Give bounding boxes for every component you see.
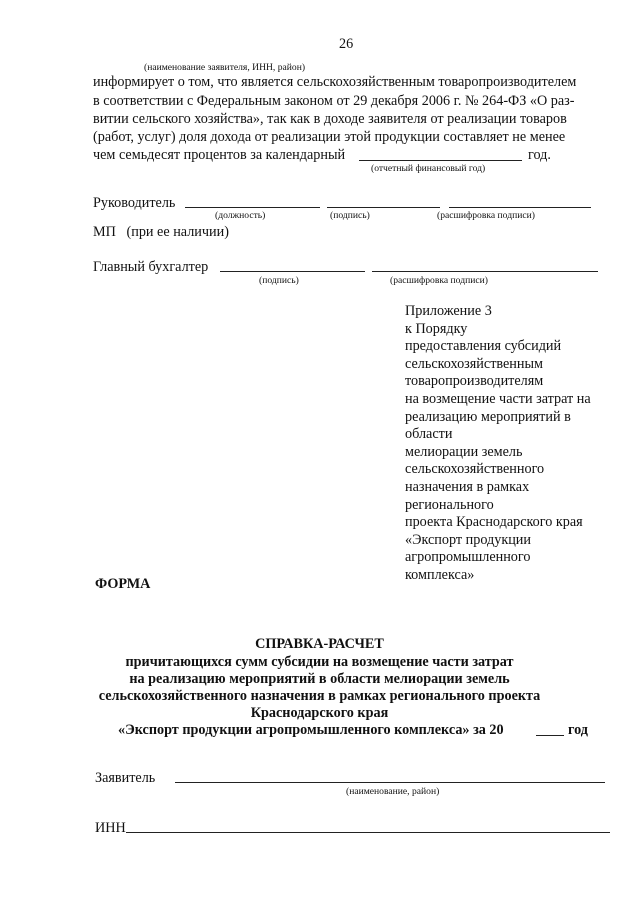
body-line-2: в соответствии с Федеральным законом от 29 декабря 2006 г. № 264-ФЗ «О раз- xyxy=(93,93,575,109)
appendix-line: проекта Краснодарского края xyxy=(405,514,583,531)
inn-blank xyxy=(126,832,610,833)
applicant-caption: (наименование заявителя, ИНН, район) xyxy=(144,62,306,73)
head-position-caption: (должность) xyxy=(215,210,266,221)
year-blank xyxy=(536,735,564,736)
appendix-line: комплекса» xyxy=(405,566,475,583)
subtitle-line-5: «Экспорт продукции агропромышленного комплекса» за 20 xyxy=(118,722,504,738)
applicant-blank xyxy=(175,782,605,783)
subtitle-line-3: сельскохозяйственного назначения в рамках регионального проекта xyxy=(98,688,541,704)
appendix-line: сельскохозяйственным xyxy=(405,355,544,372)
subtitle-line-1: причитающихся сумм субсидии на возмещение части затрат xyxy=(125,654,514,670)
subtitle-year-suffix: год xyxy=(568,722,588,738)
fin-year-caption: (отчетный финансовый год) xyxy=(371,163,486,174)
accountant-signature-caption: (подпись) xyxy=(259,275,299,286)
appendix-line: реализацию мероприятий в xyxy=(405,408,571,425)
subtitle-line-4: Краснодарского края xyxy=(250,705,389,721)
appendix-line: сельскохозяйственного xyxy=(405,461,545,478)
year-suffix: год. xyxy=(528,147,551,163)
form-title: СПРАВКА-РАСЧЕТ xyxy=(255,636,384,652)
accountant-signature-blank xyxy=(220,271,365,272)
head-decoding-caption: (расшифровка подписи) xyxy=(437,210,535,221)
form-label: ФОРМА xyxy=(95,576,151,592)
appendix-line: мелиорации земель xyxy=(405,443,523,460)
appendix-line: товаропроизводителям xyxy=(405,373,544,390)
appendix-line: предоставления субсидий xyxy=(405,338,562,355)
body-line-3: витии сельского хозяйства», так как в доходе заявителя от реализации товаров xyxy=(93,111,567,127)
body-line-5: чем семьдесят процентов за календарный xyxy=(93,147,346,163)
appendix-line: к Порядку xyxy=(405,320,468,337)
head-label: Руководитель xyxy=(93,195,176,211)
appendix-line: регионального xyxy=(405,496,494,513)
applicant-name-caption: (наименование, район) xyxy=(346,786,440,797)
head-signature-blank xyxy=(327,207,440,208)
appendix-line: «Экспорт продукции xyxy=(405,531,531,548)
head-signature-caption: (подпись) xyxy=(330,210,370,221)
subtitle-line-2: на реализацию мероприятий в области мелиорации земель xyxy=(129,671,510,687)
accountant-decoding-blank xyxy=(372,271,598,272)
applicant-label: Заявитель xyxy=(95,770,156,786)
appendix-line: Приложение 3 xyxy=(405,303,492,319)
appendix-line: области xyxy=(405,426,453,443)
fin-year-blank xyxy=(359,160,522,161)
accountant-label: Главный бухгалтер xyxy=(93,259,209,275)
appendix-line: назначения в рамках xyxy=(405,478,530,495)
appendix-line: на возмещение части затрат на xyxy=(405,390,591,407)
head-decoding-blank xyxy=(449,207,591,208)
stamp-text: МП (при ее наличии) xyxy=(93,224,229,240)
body-line-1: информирует о том, что является сельскохозяйственным товаропроизводителем xyxy=(93,74,577,90)
appendix-block xyxy=(405,303,591,585)
inn-label: ИНН xyxy=(95,820,126,836)
appendix-line: агропромышленного xyxy=(405,549,531,566)
accountant-decoding-caption: (расшифровка подписи) xyxy=(390,275,488,286)
body-line-4: (работ, услуг) доля дохода от реализации этой продукции составляет не менее xyxy=(93,129,566,145)
head-position-blank xyxy=(185,207,320,208)
page-number: 26 xyxy=(339,36,354,52)
